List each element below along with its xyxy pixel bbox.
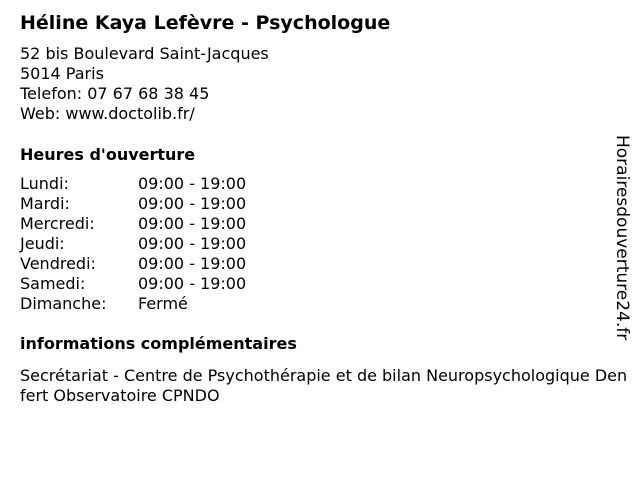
page-title: Héline Kaya Lefèvre - Psychologue xyxy=(20,12,391,34)
hours-day: Jeudi: xyxy=(20,234,65,253)
contact-block xyxy=(20,44,269,124)
additional-info-heading: informations complémentaires xyxy=(20,334,297,353)
phone-number: Telefon: 07 67 68 38 45 xyxy=(20,84,210,103)
hours-time: 09:00 - 19:00 xyxy=(138,234,247,253)
opening-hours-table xyxy=(20,174,246,314)
hours-time: 09:00 - 19:00 xyxy=(138,274,247,293)
city-address: 5014 Paris xyxy=(20,64,104,83)
hours-row-friday xyxy=(20,254,246,274)
hours-day: Samedi: xyxy=(20,274,86,293)
hours-time: 09:00 - 19:00 xyxy=(138,194,247,213)
hours-day: Dimanche: xyxy=(20,294,107,313)
hours-row-saturday xyxy=(20,274,246,294)
site-watermark: Horairesdouverture24.fr xyxy=(612,135,632,341)
hours-day: Mercredi: xyxy=(20,214,95,233)
hours-day: Mardi: xyxy=(20,194,70,213)
hours-row-thursday xyxy=(20,234,246,254)
additional-info-text: Secrétariat - Centre de Psychothérapie et de bilan Neuropsychologique Denfert Observatoire CPNDO xyxy=(20,366,628,405)
street-address: 52 bis Boulevard Saint-Jacques xyxy=(20,44,269,63)
hours-time: Fermé xyxy=(138,294,188,313)
hours-day: Vendredi: xyxy=(20,254,96,273)
website-link[interactable]: Web: www.doctolib.fr/ xyxy=(20,104,195,123)
hours-row-tuesday xyxy=(20,194,246,214)
hours-row-wednesday xyxy=(20,214,246,234)
hours-row-sunday xyxy=(20,294,246,314)
hours-time: 09:00 - 19:00 xyxy=(138,174,247,193)
hours-time: 09:00 - 19:00 xyxy=(138,254,247,273)
opening-hours-heading: Heures d'ouverture xyxy=(20,145,196,164)
hours-row-monday xyxy=(20,174,246,194)
hours-day: Lundi: xyxy=(20,174,69,193)
hours-time: 09:00 - 19:00 xyxy=(138,214,247,233)
